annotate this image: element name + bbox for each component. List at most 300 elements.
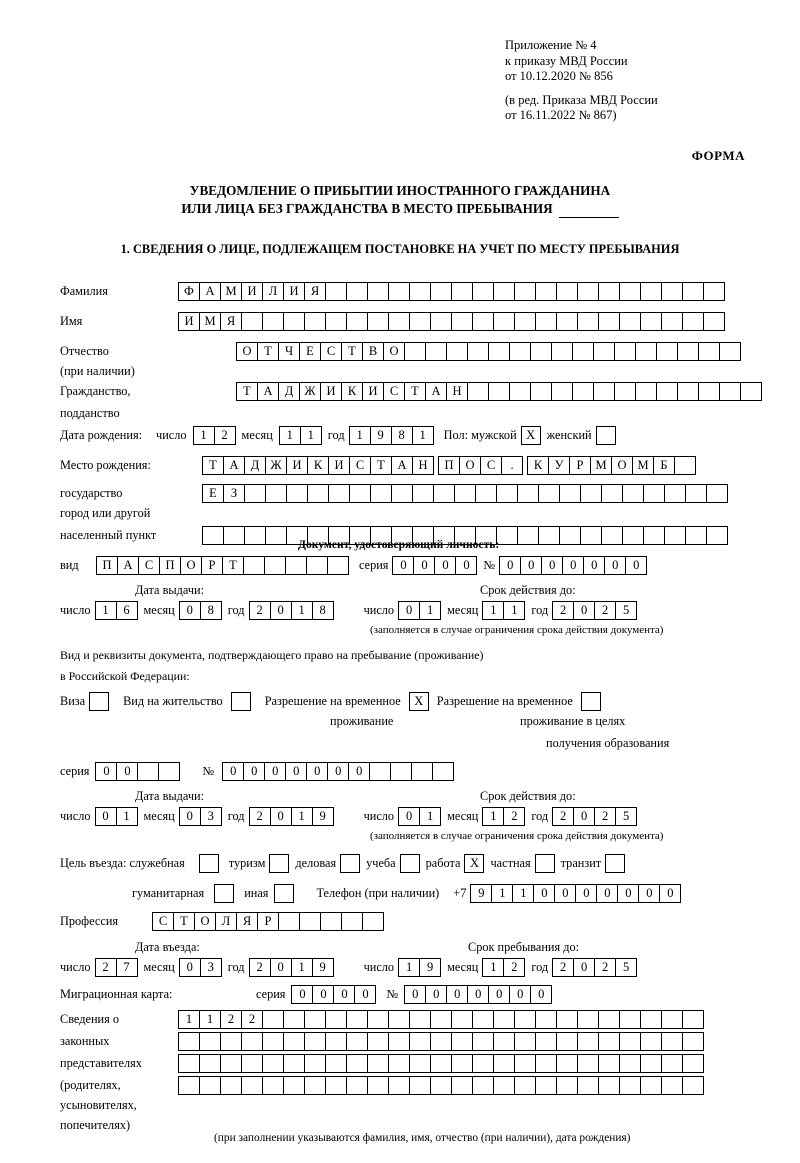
- grid-cell[interactable]: 9: [419, 958, 441, 977]
- grid-cell[interactable]: Т: [202, 456, 224, 475]
- grid-cell[interactable]: [661, 1032, 683, 1051]
- grid-cell[interactable]: [643, 484, 665, 503]
- checkbox-visa[interactable]: [89, 692, 109, 711]
- grid-cell[interactable]: Р: [257, 912, 279, 931]
- grid-cell[interactable]: [451, 1054, 473, 1073]
- grid-cell[interactable]: [199, 1076, 221, 1095]
- grid-cell[interactable]: [262, 1054, 284, 1073]
- grid-cell[interactable]: [349, 484, 371, 503]
- grid-cell[interactable]: [178, 1032, 200, 1051]
- grid-cell[interactable]: [320, 912, 342, 931]
- legal-rep-row1-cells[interactable]: [178, 1010, 704, 1029]
- grid-cell[interactable]: [706, 484, 728, 503]
- grid-cell[interactable]: 0: [596, 884, 618, 903]
- grid-cell[interactable]: [451, 1032, 473, 1051]
- grid-cell[interactable]: 1: [116, 807, 138, 826]
- grid-cell[interactable]: С: [383, 382, 405, 401]
- grid-cell[interactable]: [514, 1010, 536, 1029]
- grid-cell[interactable]: [265, 526, 287, 545]
- grid-cell[interactable]: [262, 1032, 284, 1051]
- grid-cell[interactable]: Л: [262, 282, 284, 301]
- grid-cell[interactable]: [304, 312, 326, 331]
- grid-cell[interactable]: [488, 342, 510, 361]
- grid-cell[interactable]: [327, 556, 349, 575]
- grid-cell[interactable]: 5: [615, 807, 637, 826]
- grid-cell[interactable]: 0: [533, 884, 555, 903]
- grid-cell[interactable]: [661, 1010, 683, 1029]
- grid-cell[interactable]: 0: [116, 762, 138, 781]
- grid-cell[interactable]: И: [178, 312, 200, 331]
- grid-cell[interactable]: О: [236, 342, 258, 361]
- grid-cell[interactable]: [509, 382, 531, 401]
- grid-cell[interactable]: [682, 282, 704, 301]
- birth-place-country-cells[interactable]: [202, 456, 434, 475]
- grid-cell[interactable]: 0: [179, 958, 201, 977]
- grid-cell[interactable]: 1: [349, 426, 371, 445]
- grid-cell[interactable]: 0: [617, 884, 639, 903]
- legal-rep-row3-cells[interactable]: [178, 1054, 704, 1073]
- grid-cell[interactable]: [580, 484, 602, 503]
- grid-cell[interactable]: [307, 484, 329, 503]
- surname-cells[interactable]: [178, 282, 725, 301]
- grid-cell[interactable]: Т: [173, 912, 195, 931]
- grid-cell[interactable]: [346, 1054, 368, 1073]
- grid-cell[interactable]: [199, 1032, 221, 1051]
- name-cells[interactable]: [178, 312, 725, 331]
- grid-cell[interactable]: 0: [404, 985, 426, 1004]
- grid-cell[interactable]: [593, 342, 615, 361]
- legal-rep-row2-cells[interactable]: [178, 1032, 704, 1051]
- grid-cell[interactable]: [430, 1054, 452, 1073]
- grid-cell[interactable]: 1: [419, 601, 441, 620]
- grid-cell[interactable]: 9: [312, 807, 334, 826]
- grid-cell[interactable]: [682, 1010, 704, 1029]
- grid-cell[interactable]: [698, 342, 720, 361]
- grid-cell[interactable]: [325, 312, 347, 331]
- grid-cell[interactable]: 1: [491, 884, 513, 903]
- grid-cell[interactable]: Ф: [178, 282, 200, 301]
- grid-cell[interactable]: Д: [278, 382, 300, 401]
- checkbox-residence-permit[interactable]: [231, 692, 251, 711]
- checkbox-female[interactable]: [596, 426, 616, 445]
- grid-cell[interactable]: [325, 1076, 347, 1095]
- birth-place-line2-cells[interactable]: [202, 484, 728, 503]
- grid-cell[interactable]: 0: [455, 556, 477, 575]
- grid-cell[interactable]: 8: [200, 601, 222, 620]
- grid-cell[interactable]: [286, 484, 308, 503]
- grid-cell[interactable]: [390, 762, 412, 781]
- grid-cell[interactable]: [409, 1076, 431, 1095]
- grid-cell[interactable]: [244, 484, 266, 503]
- grid-cell[interactable]: 1: [419, 807, 441, 826]
- grid-cell[interactable]: [559, 526, 581, 545]
- grid-cell[interactable]: [241, 1076, 263, 1095]
- grid-cell[interactable]: 2: [552, 601, 574, 620]
- grid-cell[interactable]: А: [391, 456, 413, 475]
- grid-cell[interactable]: И: [283, 282, 305, 301]
- checkbox-purpose-private[interactable]: [535, 854, 555, 873]
- grid-cell[interactable]: Л: [215, 912, 237, 931]
- grid-cell[interactable]: 2: [594, 601, 616, 620]
- grid-cell[interactable]: М: [220, 282, 242, 301]
- grid-cell[interactable]: П: [438, 456, 460, 475]
- checkbox-male[interactable]: X: [521, 426, 541, 445]
- profession-cells[interactable]: [152, 912, 384, 931]
- grid-cell[interactable]: [661, 1054, 683, 1073]
- grid-cell[interactable]: 0: [348, 762, 370, 781]
- grid-cell[interactable]: 0: [270, 807, 292, 826]
- grid-cell[interactable]: 0: [243, 762, 265, 781]
- grid-cell[interactable]: [493, 1010, 515, 1029]
- grid-cell[interactable]: 0: [541, 556, 563, 575]
- grid-cell[interactable]: [304, 1010, 326, 1029]
- grid-cell[interactable]: [640, 1076, 662, 1095]
- grid-cell[interactable]: 2: [503, 958, 525, 977]
- grid-cell[interactable]: 0: [575, 884, 597, 903]
- checkbox-temporary-residence[interactable]: X: [409, 692, 429, 711]
- grid-cell[interactable]: 0: [625, 556, 647, 575]
- grid-cell[interactable]: [493, 1054, 515, 1073]
- grid-cell[interactable]: [299, 912, 321, 931]
- grid-cell[interactable]: [409, 1032, 431, 1051]
- grid-cell[interactable]: 0: [562, 556, 584, 575]
- grid-cell[interactable]: [388, 312, 410, 331]
- grid-cell[interactable]: [572, 342, 594, 361]
- grid-cell[interactable]: [409, 1010, 431, 1029]
- grid-cell[interactable]: [370, 484, 392, 503]
- grid-cell[interactable]: 2: [594, 958, 616, 977]
- grid-cell[interactable]: [306, 556, 328, 575]
- grid-cell[interactable]: [538, 526, 560, 545]
- grid-cell[interactable]: 1: [291, 807, 313, 826]
- grid-cell[interactable]: 1: [482, 601, 504, 620]
- permit-issue-year-cells[interactable]: [249, 807, 334, 826]
- grid-cell[interactable]: А: [257, 382, 279, 401]
- grid-cell[interactable]: 0: [354, 985, 376, 1004]
- grid-cell[interactable]: [369, 762, 391, 781]
- migration-series-cells[interactable]: [291, 985, 376, 1004]
- grid-cell[interactable]: [635, 382, 657, 401]
- grid-cell[interactable]: [346, 1076, 368, 1095]
- grid-cell[interactable]: [517, 484, 539, 503]
- doc-valid-year-cells[interactable]: [552, 601, 637, 620]
- grid-cell[interactable]: [551, 382, 573, 401]
- doc-series-cells[interactable]: [392, 556, 477, 575]
- grid-cell[interactable]: [580, 526, 602, 545]
- grid-cell[interactable]: [685, 526, 707, 545]
- permit-valid-month-cells[interactable]: [482, 807, 525, 826]
- entry-month-cells[interactable]: [179, 958, 222, 977]
- grid-cell[interactable]: [223, 526, 245, 545]
- grid-cell[interactable]: [451, 282, 473, 301]
- stay-year-cells[interactable]: [552, 958, 637, 977]
- grid-cell[interactable]: [556, 1076, 578, 1095]
- grid-cell[interactable]: [556, 282, 578, 301]
- grid-cell[interactable]: [220, 1076, 242, 1095]
- grid-cell[interactable]: [530, 382, 552, 401]
- grid-cell[interactable]: [619, 1010, 641, 1029]
- doc-valid-month-cells[interactable]: [482, 601, 525, 620]
- grid-cell[interactable]: О: [459, 456, 481, 475]
- phone-cells[interactable]: [470, 884, 681, 903]
- grid-cell[interactable]: 0: [222, 762, 244, 781]
- grid-cell[interactable]: [243, 556, 265, 575]
- grid-cell[interactable]: 1: [482, 807, 504, 826]
- grid-cell[interactable]: [199, 1054, 221, 1073]
- grid-cell[interactable]: 3: [200, 807, 222, 826]
- permit-series-cells[interactable]: [95, 762, 180, 781]
- grid-cell[interactable]: У: [548, 456, 570, 475]
- grid-cell[interactable]: [475, 484, 497, 503]
- grid-cell[interactable]: [535, 1076, 557, 1095]
- grid-cell[interactable]: [601, 526, 623, 545]
- grid-cell[interactable]: 0: [270, 958, 292, 977]
- grid-cell[interactable]: [674, 456, 696, 475]
- grid-cell[interactable]: [432, 762, 454, 781]
- grid-cell[interactable]: [304, 1032, 326, 1051]
- grid-cell[interactable]: [430, 1076, 452, 1095]
- grid-cell[interactable]: 1: [300, 426, 322, 445]
- grid-cell[interactable]: [278, 912, 300, 931]
- grid-cell[interactable]: [640, 282, 662, 301]
- grid-cell[interactable]: 9: [470, 884, 492, 903]
- grid-cell[interactable]: [454, 484, 476, 503]
- grid-cell[interactable]: Я: [236, 912, 258, 931]
- grid-cell[interactable]: [244, 526, 266, 545]
- grid-cell[interactable]: [682, 1032, 704, 1051]
- stay-month-cells[interactable]: [482, 958, 525, 977]
- checkbox-purpose-other[interactable]: [274, 884, 294, 903]
- grid-cell[interactable]: [262, 1076, 284, 1095]
- grid-cell[interactable]: П: [96, 556, 118, 575]
- grid-cell[interactable]: [304, 1054, 326, 1073]
- grid-cell[interactable]: [346, 1032, 368, 1051]
- grid-cell[interactable]: 0: [488, 985, 510, 1004]
- grid-cell[interactable]: [325, 1032, 347, 1051]
- grid-cell[interactable]: И: [328, 456, 350, 475]
- entry-year-cells[interactable]: [249, 958, 334, 977]
- grid-cell[interactable]: [517, 526, 539, 545]
- grid-cell[interactable]: [640, 1054, 662, 1073]
- grid-cell[interactable]: 0: [392, 556, 414, 575]
- grid-cell[interactable]: Р: [201, 556, 223, 575]
- grid-cell[interactable]: 0: [520, 556, 542, 575]
- permit-valid-year-cells[interactable]: [552, 807, 637, 826]
- grid-cell[interactable]: 2: [503, 807, 525, 826]
- grid-cell[interactable]: [661, 282, 683, 301]
- grid-cell[interactable]: 0: [530, 985, 552, 1004]
- grid-cell[interactable]: [430, 1010, 452, 1029]
- grid-cell[interactable]: [719, 342, 741, 361]
- grid-cell[interactable]: [551, 342, 573, 361]
- grid-cell[interactable]: [411, 762, 433, 781]
- grid-cell[interactable]: [367, 1076, 389, 1095]
- grid-cell[interactable]: 1: [398, 958, 420, 977]
- grid-cell[interactable]: [409, 312, 431, 331]
- grid-cell[interactable]: [472, 312, 494, 331]
- grid-cell[interactable]: Б: [653, 456, 675, 475]
- grid-cell[interactable]: [556, 1032, 578, 1051]
- checkbox-education-residence[interactable]: [581, 692, 601, 711]
- grid-cell[interactable]: [622, 484, 644, 503]
- grid-cell[interactable]: 0: [179, 601, 201, 620]
- grid-cell[interactable]: М: [590, 456, 612, 475]
- grid-cell[interactable]: [619, 1054, 641, 1073]
- grid-cell[interactable]: [677, 382, 699, 401]
- grid-cell[interactable]: 0: [327, 762, 349, 781]
- grid-cell[interactable]: [262, 1010, 284, 1029]
- grid-cell[interactable]: [556, 312, 578, 331]
- grid-cell[interactable]: Д: [244, 456, 266, 475]
- grid-cell[interactable]: [430, 1032, 452, 1051]
- grid-cell[interactable]: [677, 342, 699, 361]
- grid-cell[interactable]: [262, 312, 284, 331]
- grid-cell[interactable]: [577, 312, 599, 331]
- citizenship-cells[interactable]: [236, 382, 762, 401]
- birth-month-cells[interactable]: [279, 426, 322, 445]
- grid-cell[interactable]: [451, 1010, 473, 1029]
- grid-cell[interactable]: 0: [604, 556, 626, 575]
- grid-cell[interactable]: 1: [178, 1010, 200, 1029]
- grid-cell[interactable]: 0: [638, 884, 660, 903]
- grid-cell[interactable]: 0: [398, 601, 420, 620]
- grid-cell[interactable]: [451, 1076, 473, 1095]
- grid-cell[interactable]: [220, 1054, 242, 1073]
- grid-cell[interactable]: [559, 484, 581, 503]
- grid-cell[interactable]: А: [117, 556, 139, 575]
- grid-cell[interactable]: 1: [482, 958, 504, 977]
- grid-cell[interactable]: З: [223, 484, 245, 503]
- grid-cell[interactable]: [472, 1032, 494, 1051]
- grid-cell[interactable]: Е: [299, 342, 321, 361]
- grid-cell[interactable]: [535, 282, 557, 301]
- permit-issue-day-cells[interactable]: [95, 807, 138, 826]
- grid-cell[interactable]: 1: [291, 958, 313, 977]
- grid-cell[interactable]: А: [199, 282, 221, 301]
- grid-cell[interactable]: [409, 1054, 431, 1073]
- grid-cell[interactable]: [530, 342, 552, 361]
- grid-cell[interactable]: [430, 312, 452, 331]
- grid-cell[interactable]: [367, 1010, 389, 1029]
- grid-cell[interactable]: 0: [179, 807, 201, 826]
- grid-cell[interactable]: М: [199, 312, 221, 331]
- grid-cell[interactable]: [493, 312, 515, 331]
- grid-cell[interactable]: 1: [291, 601, 313, 620]
- grid-cell[interactable]: [577, 1032, 599, 1051]
- grid-cell[interactable]: [514, 1032, 536, 1051]
- grid-cell[interactable]: [535, 312, 557, 331]
- grid-cell[interactable]: [556, 1010, 578, 1029]
- stay-day-cells[interactable]: [398, 958, 441, 977]
- grid-cell[interactable]: Н: [412, 456, 434, 475]
- grid-cell[interactable]: [325, 1010, 347, 1029]
- doc-issue-month-cells[interactable]: [179, 601, 222, 620]
- grid-cell[interactable]: [703, 312, 725, 331]
- grid-cell[interactable]: [493, 1076, 515, 1095]
- grid-cell[interactable]: 5: [615, 958, 637, 977]
- grid-cell[interactable]: [388, 1076, 410, 1095]
- legal-rep-row4-cells[interactable]: [178, 1076, 704, 1095]
- grid-cell[interactable]: [367, 1054, 389, 1073]
- grid-cell[interactable]: И: [286, 456, 308, 475]
- grid-cell[interactable]: [640, 1010, 662, 1029]
- grid-cell[interactable]: Я: [304, 282, 326, 301]
- checkbox-purpose-tourism[interactable]: [269, 854, 289, 873]
- grid-cell[interactable]: [614, 342, 636, 361]
- grid-cell[interactable]: [283, 1076, 305, 1095]
- grid-cell[interactable]: [488, 382, 510, 401]
- grid-cell[interactable]: Я: [220, 312, 242, 331]
- grid-cell[interactable]: 0: [95, 762, 117, 781]
- grid-cell[interactable]: 5: [615, 601, 637, 620]
- grid-cell[interactable]: 1: [412, 426, 434, 445]
- birth-place-city-cells[interactable]: [527, 456, 696, 475]
- grid-cell[interactable]: [635, 342, 657, 361]
- grid-cell[interactable]: О: [611, 456, 633, 475]
- grid-cell[interactable]: [598, 1032, 620, 1051]
- grid-cell[interactable]: 1: [503, 601, 525, 620]
- grid-cell[interactable]: 1: [512, 884, 534, 903]
- grid-cell[interactable]: [367, 282, 389, 301]
- grid-cell[interactable]: [285, 556, 307, 575]
- grid-cell[interactable]: Е: [202, 484, 224, 503]
- grid-cell[interactable]: И: [362, 382, 384, 401]
- grid-cell[interactable]: 7: [116, 958, 138, 977]
- grid-cell[interactable]: Т: [341, 342, 363, 361]
- grid-cell[interactable]: 0: [509, 985, 531, 1004]
- doc-issue-year-cells[interactable]: [249, 601, 334, 620]
- grid-cell[interactable]: 0: [554, 884, 576, 903]
- grid-cell[interactable]: [433, 484, 455, 503]
- grid-cell[interactable]: [661, 1076, 683, 1095]
- grid-cell[interactable]: [509, 342, 531, 361]
- grid-cell[interactable]: [391, 484, 413, 503]
- grid-cell[interactable]: [598, 1054, 620, 1073]
- checkbox-purpose-work[interactable]: X: [464, 854, 484, 873]
- grid-cell[interactable]: [640, 1032, 662, 1051]
- checkbox-purpose-business[interactable]: [340, 854, 360, 873]
- migration-number-cells[interactable]: [404, 985, 552, 1004]
- grid-cell[interactable]: [241, 1032, 263, 1051]
- permit-number-cells[interactable]: [222, 762, 454, 781]
- grid-cell[interactable]: [472, 1010, 494, 1029]
- grid-cell[interactable]: [496, 484, 518, 503]
- grid-cell[interactable]: [430, 282, 452, 301]
- grid-cell[interactable]: [472, 1054, 494, 1073]
- birth-place-type-cells[interactable]: [438, 456, 523, 475]
- checkbox-purpose-official[interactable]: [199, 854, 219, 873]
- grid-cell[interactable]: Ж: [265, 456, 287, 475]
- grid-cell[interactable]: [572, 382, 594, 401]
- grid-cell[interactable]: 0: [446, 985, 468, 1004]
- grid-cell[interactable]: [619, 1032, 641, 1051]
- grid-cell[interactable]: [577, 1010, 599, 1029]
- grid-cell[interactable]: 8: [391, 426, 413, 445]
- grid-cell[interactable]: [598, 312, 620, 331]
- grid-cell[interactable]: [328, 484, 350, 503]
- grid-cell[interactable]: 0: [425, 985, 447, 1004]
- grid-cell[interactable]: 9: [370, 426, 392, 445]
- grid-cell[interactable]: 2: [594, 807, 616, 826]
- grid-cell[interactable]: 0: [95, 807, 117, 826]
- grid-cell[interactable]: [740, 382, 762, 401]
- grid-cell[interactable]: [614, 382, 636, 401]
- grid-cell[interactable]: [158, 762, 180, 781]
- grid-cell[interactable]: О: [180, 556, 202, 575]
- grid-cell[interactable]: [640, 312, 662, 331]
- grid-cell[interactable]: [514, 282, 536, 301]
- grid-cell[interactable]: 2: [241, 1010, 263, 1029]
